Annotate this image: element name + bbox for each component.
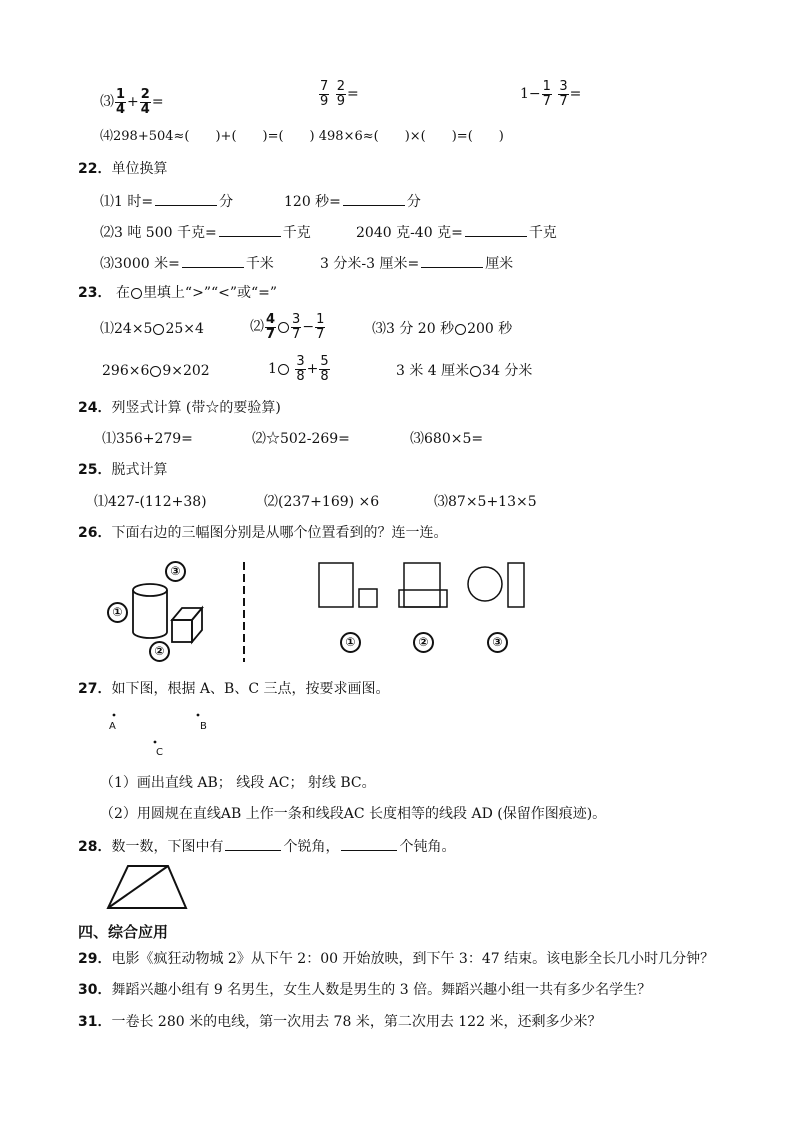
q25-c: ⑶87×5+13×5 (434, 494, 537, 510)
compare-circle[interactable] (455, 324, 466, 335)
q26-view-3 (466, 562, 528, 608)
q27-heading: 27．如下图，根据 A、B、C 三点，按要求画图。 (78, 681, 390, 697)
answer-blank[interactable] (465, 224, 527, 237)
q27-step2: （2）用圆规在直线AB 上作一条和线段AC 长度相等的线段 AD (保留作图痕迹)。 (100, 806, 607, 822)
q22-row1a: ⑴1 时= 分 (100, 194, 234, 210)
q26-heading: 26．下面右边的三幅图分别是从哪个位置看到的？连一连。 (78, 525, 448, 541)
q25-heading: 25．脱式计算 (78, 462, 168, 478)
q26-view-1 (318, 562, 380, 608)
q23-row1b: ⑵ $\frac{4}{7}$ $\frac{3}{7}$ − $\frac{1}{7}$ (250, 312, 325, 342)
q26-left-label-1: ① (107, 602, 128, 623)
q22-row3b: 3 分米-3 厘米= 厘米 (320, 256, 514, 272)
q22-row2a: ⑵3 吨 500 千克= 千克 (100, 225, 311, 241)
q22-heading: 22．单位换算 (78, 161, 168, 177)
answer-blank[interactable] (182, 255, 244, 268)
compare-circle[interactable] (150, 366, 161, 377)
point-c-label: C (156, 747, 163, 758)
q23-row1c: ⑶3 分 20 秒 200 秒 (372, 321, 513, 337)
compare-circle[interactable] (278, 364, 289, 375)
q22-row2b: 2040 克-40 克= 千克 (356, 225, 557, 241)
q26-right-label-3: ③ (487, 632, 508, 653)
q25-b: ⑵(237+169) ×6 (264, 494, 380, 510)
q21-p3a: ⑶ $\frac{1}{4}$ + $\frac{2}{4}$ = (100, 87, 164, 117)
q23-heading: 23． 在 里填上“>”“<”或“=” (78, 285, 278, 301)
q23-row2a: 296×6 9×202 (102, 363, 210, 379)
compare-circle[interactable] (153, 324, 164, 335)
point-a-label: A (109, 721, 116, 732)
answer-blank[interactable] (341, 838, 397, 851)
answer-blank[interactable] (219, 224, 281, 237)
section-4-title: 四、综合应用 (78, 923, 169, 941)
q30-question: 30．舞蹈兴趣小组有 9 名男生，女生人数是男生的 3 倍。舞蹈兴趣小组一共有多少名学生？ (78, 982, 652, 998)
q24-b: ⑵☆502-269= (252, 431, 350, 447)
q21-p3c: 1− $\frac{1}{7}$ $\frac{3}{7}$ = (520, 79, 582, 109)
q26-right-label-1: ① (340, 632, 361, 653)
answer-blank[interactable] (155, 193, 217, 206)
answer-blank[interactable] (421, 255, 483, 268)
circle-icon (131, 288, 142, 299)
q21-p3b: $\frac{7}{9}$ $\frac{2}{9}$ = (320, 79, 359, 109)
q23-row2c: 3 米 4 厘米 34 分米 (396, 363, 533, 379)
answer-blank[interactable] (225, 838, 281, 851)
q21-p4: ⑷298+504≈( )+( )=( ) 498×6≈( )×( )=( ) (100, 129, 504, 144)
q23-row1a: ⑴24×5 25×4 (100, 321, 204, 337)
q28-question: 28．数一数，下图中有 个锐角， 个钝角。 (78, 839, 456, 855)
q29-question: 29．电影《疯狂动物城 2》从下午 2：00 开始放映，到下午 3：47 结束。该电影全长几小时几分钟？ (78, 951, 715, 967)
q26-left-label-3: ③ (165, 561, 186, 582)
q23-row2b: 1 $\frac{3}{8}$ + $\frac{5}{8}$ (268, 354, 329, 384)
q31-question: 31．一卷长 280 米的电线，第一次用去 78 米，第二次用去 122 米，还剩多少米？ (78, 1014, 602, 1030)
q26-divider (242, 562, 246, 662)
q26-left-label-2: ② (149, 641, 170, 662)
compare-circle[interactable] (470, 366, 481, 377)
answer-blank[interactable] (343, 193, 405, 206)
q24-heading: 24．列竖式计算 (带☆的要验算) (78, 400, 281, 416)
q28-trapezoid-figure (106, 864, 190, 912)
q26-right-label-2: ② (413, 632, 434, 653)
q26-view-2 (398, 562, 448, 608)
q25-a: ⑴427-(112+38) (94, 494, 207, 510)
q27-step1: （1）画出直线 AB； 线段 AC； 射线 BC。 (100, 775, 376, 791)
compare-circle[interactable] (278, 322, 289, 333)
q22-row3a: ⑶3000 米= 千米 (100, 256, 274, 272)
q22-row1b: 120 秒= 分 (284, 194, 421, 210)
q24-a: ⑴356+279= (102, 431, 193, 447)
q24-c: ⑶680×5= (410, 431, 484, 447)
point-b-label: B (200, 721, 207, 732)
